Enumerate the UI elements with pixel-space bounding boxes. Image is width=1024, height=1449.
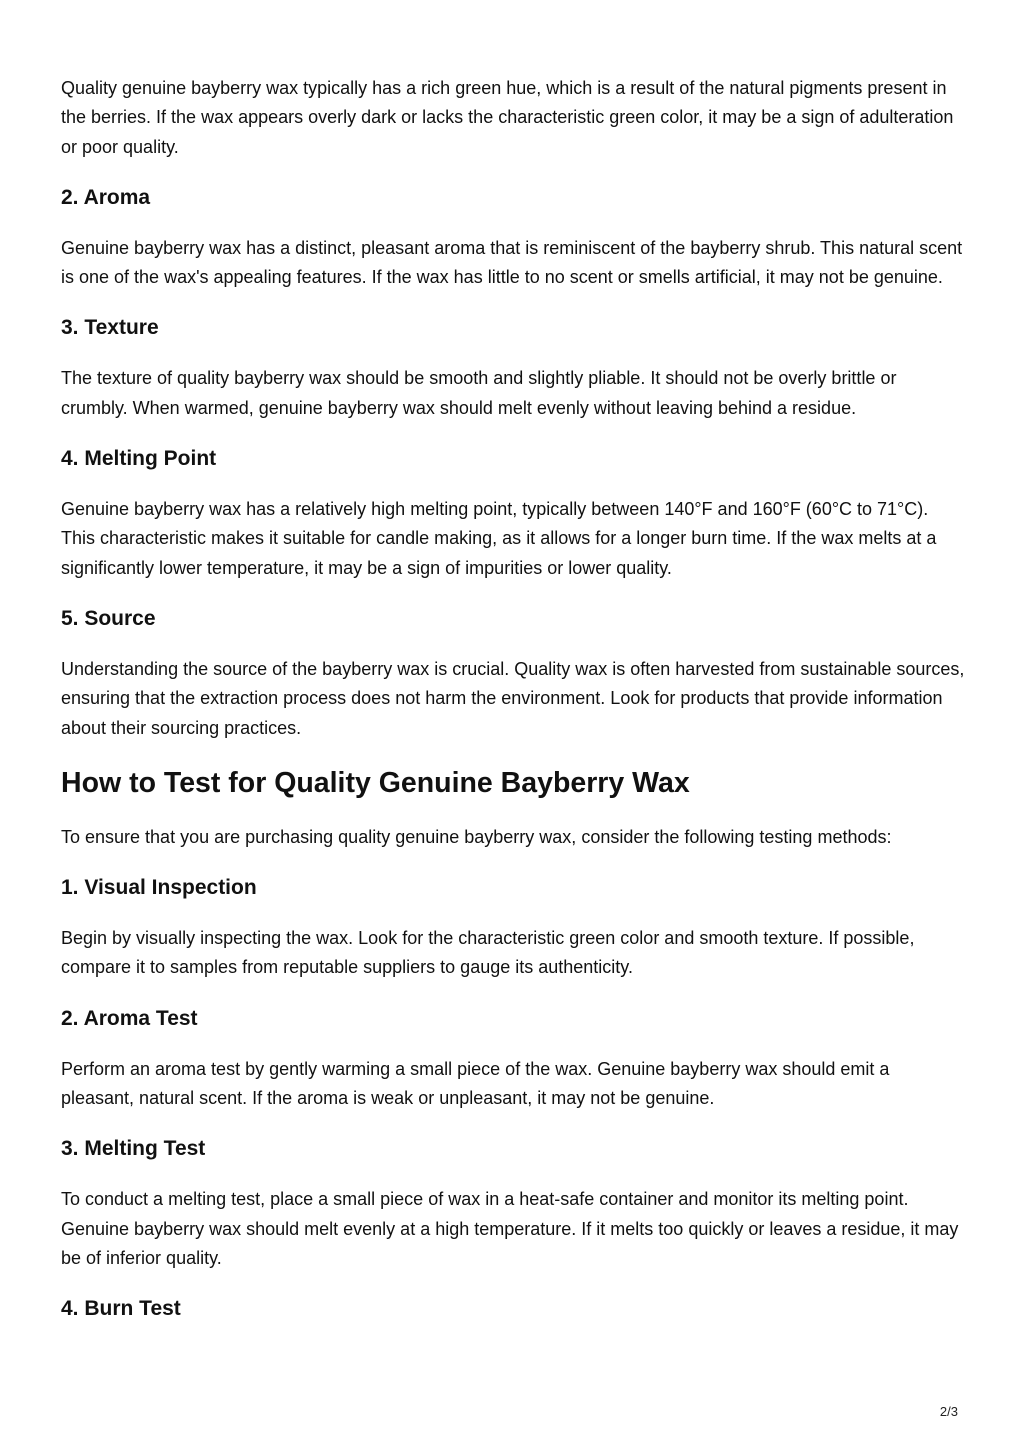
aroma-paragraph: Genuine bayberry wax has a distinct, pleasant aroma that is reminiscent of the bayberry shrub. This natural scent is one of the wax's appealing features. If the wax has little to no scent or smells artificial, it may not be genuine. <box>61 237 963 288</box>
source-paragraph: Understanding the source of the bayberry wax is crucial. Quality wax is often harvested from sustainable sources, ensuring that the extraction process does not harm the environment. Look for products that provide information about their sourcing practices. <box>61 658 965 738</box>
testing-intro-paragraph: To ensure that you are purchasing quality genuine bayberry wax, consider the following testing methods: <box>61 826 892 847</box>
source-heading: 5. Source <box>61 606 156 630</box>
visual-inspection-paragraph: Begin by visually inspecting the wax. Look for the characteristic green color and smooth texture. If possible, compare it to samples from reputable suppliers to gauge its authenticity. <box>61 928 915 978</box>
aroma-test-paragraph: Perform an aroma test by gently warming a small piece of the wax. Genuine bayberry wax should emit a pleasant, natural scent. If the aroma is weak or unpleasant, it may not be genuine. <box>61 1058 890 1109</box>
burn-test-heading: 4. Burn Test <box>61 1297 181 1321</box>
aroma-heading: 2. Aroma <box>61 185 151 209</box>
texture-heading: 3. Texture <box>61 316 159 340</box>
melting-point-paragraph: Genuine bayberry wax has a relatively high melting point, typically between 140°F and 160°F (60°C to 71°C). This characteristic makes it suitable for candle making, as it allows for a longer burn time. If the wax melts at a significantly lower temperature, it may be a sign of impurities or lower quality. <box>61 499 937 578</box>
visual-inspection-heading: 1. Visual Inspection <box>61 876 257 900</box>
document-page <box>61 74 966 1322</box>
page-number: 2/3 <box>939 1404 958 1419</box>
aroma-test-heading: 2. Aroma Test <box>61 1006 198 1030</box>
melting-test-paragraph: To conduct a melting test, place a small piece of wax in a heat-safe container and monitor its melting point. Genuine bayberry wax should melt evenly at a high temperature. If it melts too quickly or leaves a residue, it may be of inferior quality. <box>61 1189 959 1268</box>
texture-paragraph: The texture of quality bayberry wax should be smooth and slightly pliable. It should not be overly brittle or crumbly. When warmed, genuine bayberry wax should melt evenly without leaving behind a residue. <box>61 368 897 418</box>
color-paragraph: Quality genuine bayberry wax typically has a rich green hue, which is a result of the natural pigments present in the berries. If the wax appears overly dark or lacks the characteristic green color, it may be a sign of adulteration or poor quality. <box>61 78 954 157</box>
melting-point-heading: 4. Melting Point <box>61 447 217 471</box>
melting-test-heading: 3. Melting Test <box>61 1137 206 1161</box>
testing-section-title: How to Test for Quality Genuine Bayberry Wax <box>61 766 690 799</box>
